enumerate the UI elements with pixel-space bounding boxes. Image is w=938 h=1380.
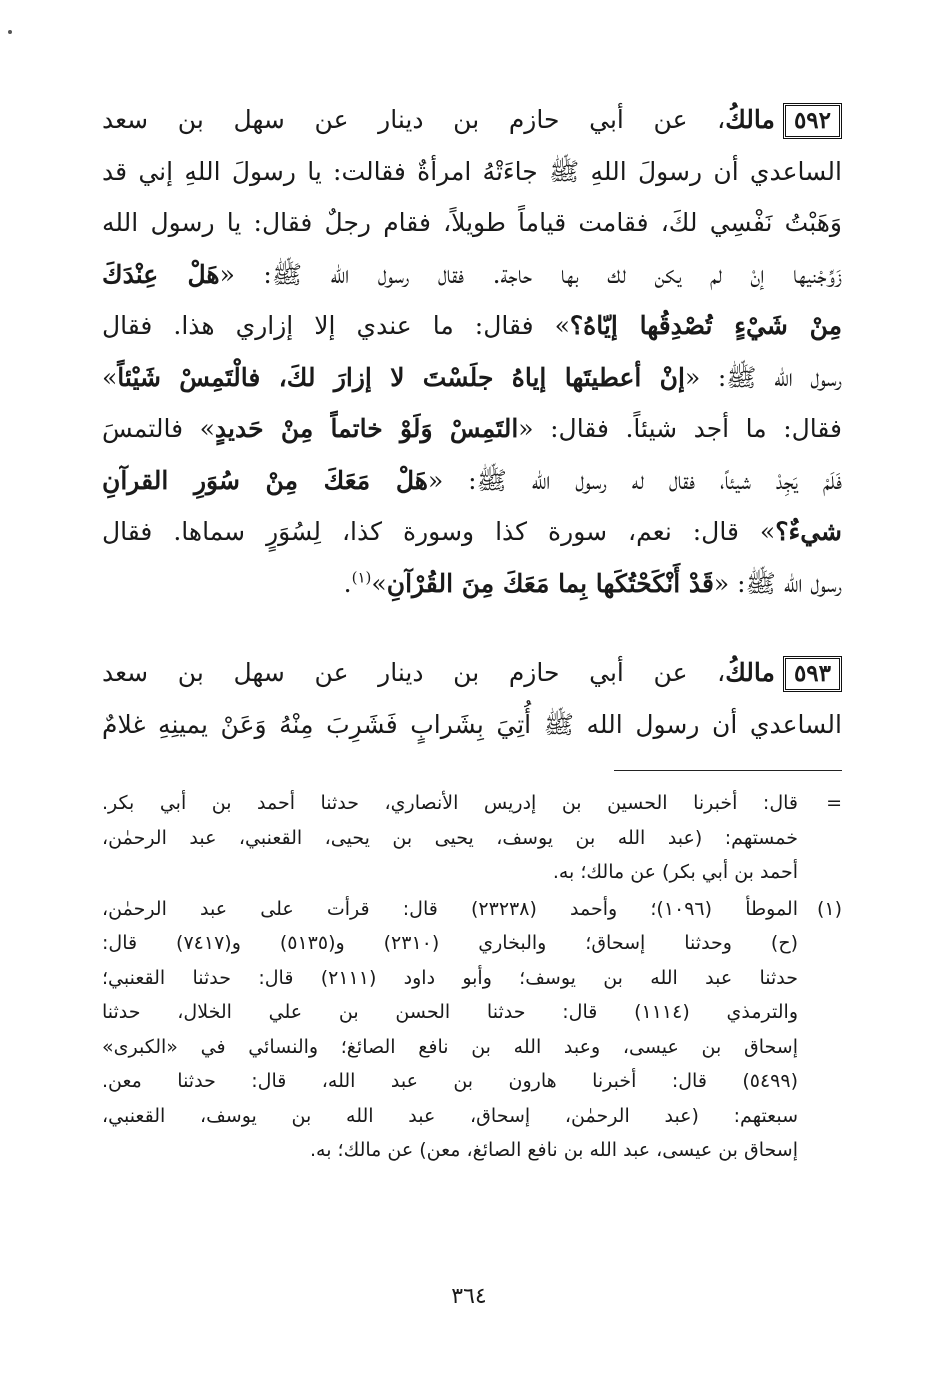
footnote-line: قال: أخبرنا الحسين بن إدريس الأنصاري، حدثنا أحمد بن أبي بكر. — [102, 792, 798, 814]
footnote-line: والترمذي (١١١٤) قال: حدثنا الحسن بن علي الخلال، حدثنا — [102, 1001, 798, 1023]
text-segment: » — [102, 362, 118, 392]
text-line — [102, 300, 842, 352]
text-segment: زَوِّجْنيها إنْ لم يكن لك بها حاجة. فقال رسول الله ﷺ: « — [219, 259, 843, 289]
text-segment: الساعدي أن رسول الله ﷺ أُتِيَ بِشَرابٍ فَشَرِبَ مِنْهُ وَعَنْ يمينِهِ غلامٌ — [102, 709, 842, 739]
text-segment: رسول الله ﷺ: « — [684, 362, 842, 392]
footnote-separator — [614, 770, 842, 771]
margin-dot — [8, 30, 12, 34]
text-line — [102, 403, 842, 455]
footnote-marker: = — [826, 792, 842, 814]
text-segment: الساعدي أن رسولَ اللهِ ﷺ جاءَتْهُ امرأةٌ فقالت: يا رسولَ اللهِ إني قد — [102, 156, 842, 186]
prophetic-saying: التَمِسْ وَلَوْ خاتماً مِنْ حَديدٍ — [214, 414, 519, 443]
text-line — [102, 197, 842, 249]
text-segment: » قال: نعم، سورة كذا وسورة كذا، لِسُوَرٍ سماها. فقال — [102, 517, 776, 546]
footnote-marker: (١) — [816, 897, 842, 920]
prophetic-saying: مِنْ شَيْءٍ تُصْدِقُها إيّاهُ؟ — [569, 311, 842, 340]
narrator-name: مالكُ — [725, 658, 775, 687]
text-segment: ، عن أبي حازم بن دينار عن سهل بن سعد — [102, 105, 726, 134]
footnote — [102, 892, 842, 1168]
text-segment: » فقال: ما عندي إلا إزاري هذا. فقال — [102, 311, 570, 340]
page-number: ٣٦٤ — [451, 1284, 487, 1309]
hadith-entry-592 — [102, 94, 842, 609]
text-segment: . — [343, 568, 352, 598]
footnotes — [102, 786, 842, 1170]
text-segment: ، عن أبي حازم بن دينار عن سهل بن سعد — [102, 658, 726, 687]
footnote-line: إسحاق بن عيسى، عبد الله بن نافع الصائغ، معن) عن مالك؛ به. — [310, 1139, 798, 1161]
text-line — [102, 455, 842, 507]
prophetic-saying: إنْ أعطيتَها إياهُ جلَسْتَ لا إزارَ لكَ، فالْتَمِسْ شَيْئاً — [117, 362, 685, 392]
text-segment: » فالتمسَ — [102, 414, 215, 443]
footnote-line: (٥٤٩٩) قال: أخبرنا هارون بن عبد الله، قال: حدثنا معن. — [102, 1070, 798, 1092]
text-segment: رسول الله ﷺ: « — [713, 568, 842, 598]
prophetic-saying: شيءٌ؟ — [775, 517, 842, 546]
text-line — [102, 506, 842, 558]
text-line — [102, 558, 842, 610]
text-segment: فَلَمْ يَجِدْ شيئاً، فقال له رسول الله ﷺ: « — [427, 465, 843, 495]
text-line — [102, 647, 842, 699]
prophetic-saying: هَلْ عِنْدَكَ — [102, 259, 220, 289]
footnote-line: إسحاق بن عيسى، وعبد الله بن نافع الصائغ؛ والنسائي في «الكبرى» — [102, 1035, 798, 1058]
footnote-line: أحمد بن أبي بكر) عن مالك؛ به. — [552, 861, 798, 883]
footnote — [102, 786, 842, 890]
footnote-line: سبعتهم: (عبد الرحمٰن، إسحاق، عبد الله بن يوسف، القعنبي، — [102, 1104, 798, 1127]
prophetic-saying: قَدْ أَنْكَحْتُكَها بِما مَعَكَ مِنَ القُرْآنِ — [386, 568, 714, 598]
text-line — [102, 94, 842, 146]
text-line — [102, 352, 842, 404]
hadith-entry-593 — [102, 647, 842, 750]
footnote-line: الموطأ (١٠٩٦)؛ وأحمد (٢٣٢٣٨) قال: قرأت على عبد الرحمٰن، — [102, 897, 798, 920]
text-segment: وَهَبْتُ نَفْسِي لكَ، فقامت قياماً طويلاً، فقام رجلٌ فقال: يا رسول الله — [102, 208, 842, 237]
text-line — [102, 146, 842, 198]
hadith-number: ٥٩٢ — [783, 103, 842, 139]
text-line — [102, 699, 842, 751]
footnote-line: (ح) وحدثنا إسحاق؛ والبخاري (٢٣١٠) و(٥١٣٥) و(٧٤١٧) قال: — [102, 932, 799, 954]
hadith-number: ٥٩٣ — [783, 656, 842, 692]
text-line — [102, 249, 842, 301]
narrator-name: مالكُ — [725, 105, 775, 134]
prophetic-saying: هَلْ مَعَكَ مِنْ سُوَرِ القرآنِ — [102, 465, 428, 495]
text-segment: » — [371, 568, 387, 598]
footnote-line: حدثنا عبد الله بن يوسف؛ وأبو داود (٢١١١) قال: حدثنا القعنبي؛ — [102, 966, 798, 989]
footnote-ref: (١) — [351, 568, 372, 587]
text-segment: فقال: ما أجد شيئاً. فقال: « — [518, 414, 843, 443]
footnote-line: خمستهم: (عبد الله بن يوسف، يحيى بن يحيى، القعنبي، عبد الرحمٰن، — [102, 826, 798, 849]
